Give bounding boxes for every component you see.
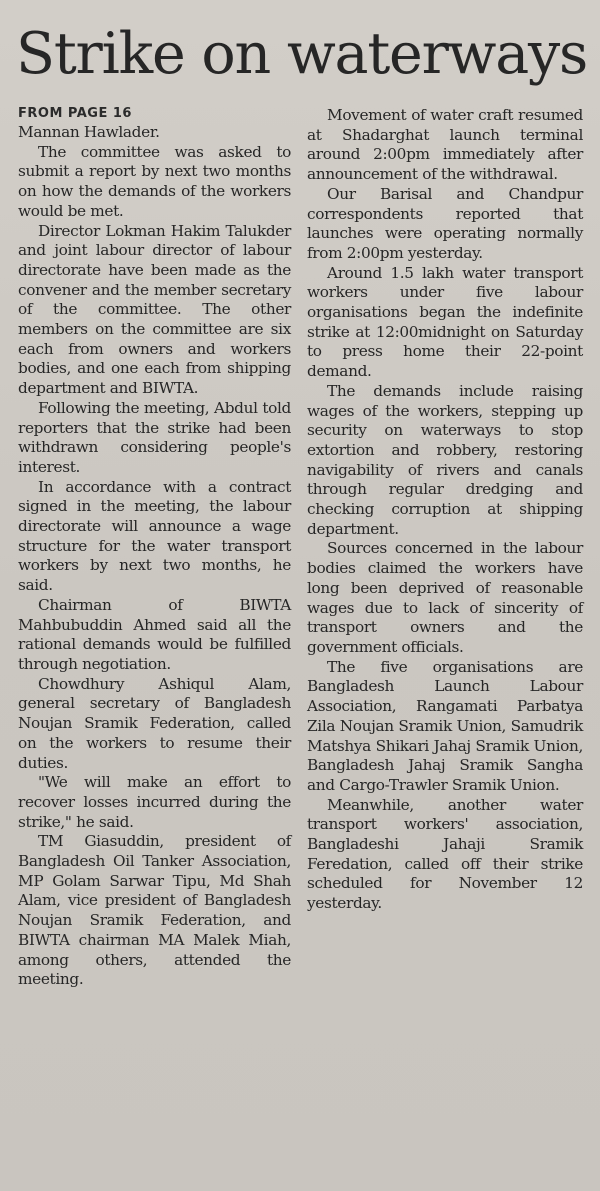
left-column (18, 106, 291, 990)
paragraph-right-2: Around 1.5 lakh water transport workers under five labour organisations began the indefinite strike at 12:00midnight on Saturday to press home their 22-point demand. (307, 263, 583, 381)
paragraph-left-7: "We will make an effort to recover losses incurred during the strike," he said. (18, 773, 291, 831)
paragraph-right-3: The demands include raising wages of the workers, stepping up security on waterways to stop extortion and robbery, restoring navigability of rivers and canals through regular dredging and checking corruption at shipping department. (307, 381, 583, 538)
paragraph-right-0: Movement of water craft resumed at Shadarghat launch terminal around 2:00pm immediately after announcement of the withdrawal. (307, 106, 583, 184)
paragraph-right-6: Meanwhile, another water transport workers' association, Bangladeshi Jahaji Sramik Feredation, called off their strike scheduled for November 12 yesterday. (307, 795, 583, 913)
paragraph-left-2: Director Lokman Hakim Talukder and joint labour director of labour directorate have been made as the convener and the member secretary of the committee. The other members on the committee are six each from owners and workers bodies, and one each from shipping department and BIWTA. (18, 221, 291, 398)
paragraph-left-3: Following the meeting, Abdul told reporters that the strike had been withdrawn considering people's interest. (18, 398, 291, 476)
paragraph-left-0: Mannan Hawlader. (18, 123, 160, 141)
paragraph-left-5: Chairman of BIWTA Mahbubuddin Ahmed said all the rational demands would be fulfilled through negotiation. (18, 595, 291, 673)
paragraph-left-4: In accordance with a contract signed in the meeting, the labour directorate will announce a wage structure for the water transport workers by next two months, he said. (18, 477, 291, 595)
paragraph-right-4: Sources concerned in the labour bodies claimed the workers have long been deprived of reasonable wages due to lack of sincerity of transport owners and the government officials. (307, 539, 583, 656)
paragraph-right-5: The five organisations are Bangladesh Launch Labour Association, Rangamati Parbatya Zila Noujan Sramik Union, Samudrik Matshya Shikari Jahaj Sramik Union, Bangladesh Jahaj Sramik Sangha and Cargo-Trawler Sramik Union. (307, 657, 583, 794)
right-column (307, 106, 583, 914)
paragraph-left-6: Chowdhury Ashiqul Alam, general secretary of Bangladesh Noujan Sramik Federation, called on the workers to resume their duties. (18, 674, 291, 772)
paragraph-left-8: TM Giasuddin, president of Bangladesh Oil Tanker Association, MP Golam Sarwar Tipu, Md Shah Alam, vice president of Bangladesh Noujan Sramik Federation, and BIWTA chairman MA Malek Miah, among others, attended the meeting. (18, 832, 291, 989)
paragraph-right-1: Our Barisal and Chandpur correspondents reported that launches were operating normally from 2:00pm yesterday. (307, 184, 583, 262)
paragraph-left-1: The committee was asked to submit a report by next two months on how the demands of the workers would be met. (18, 142, 291, 220)
continuation-kicker: FROM PAGE 16 (18, 106, 132, 121)
article-headline: Strike on waterways (16, 21, 588, 87)
